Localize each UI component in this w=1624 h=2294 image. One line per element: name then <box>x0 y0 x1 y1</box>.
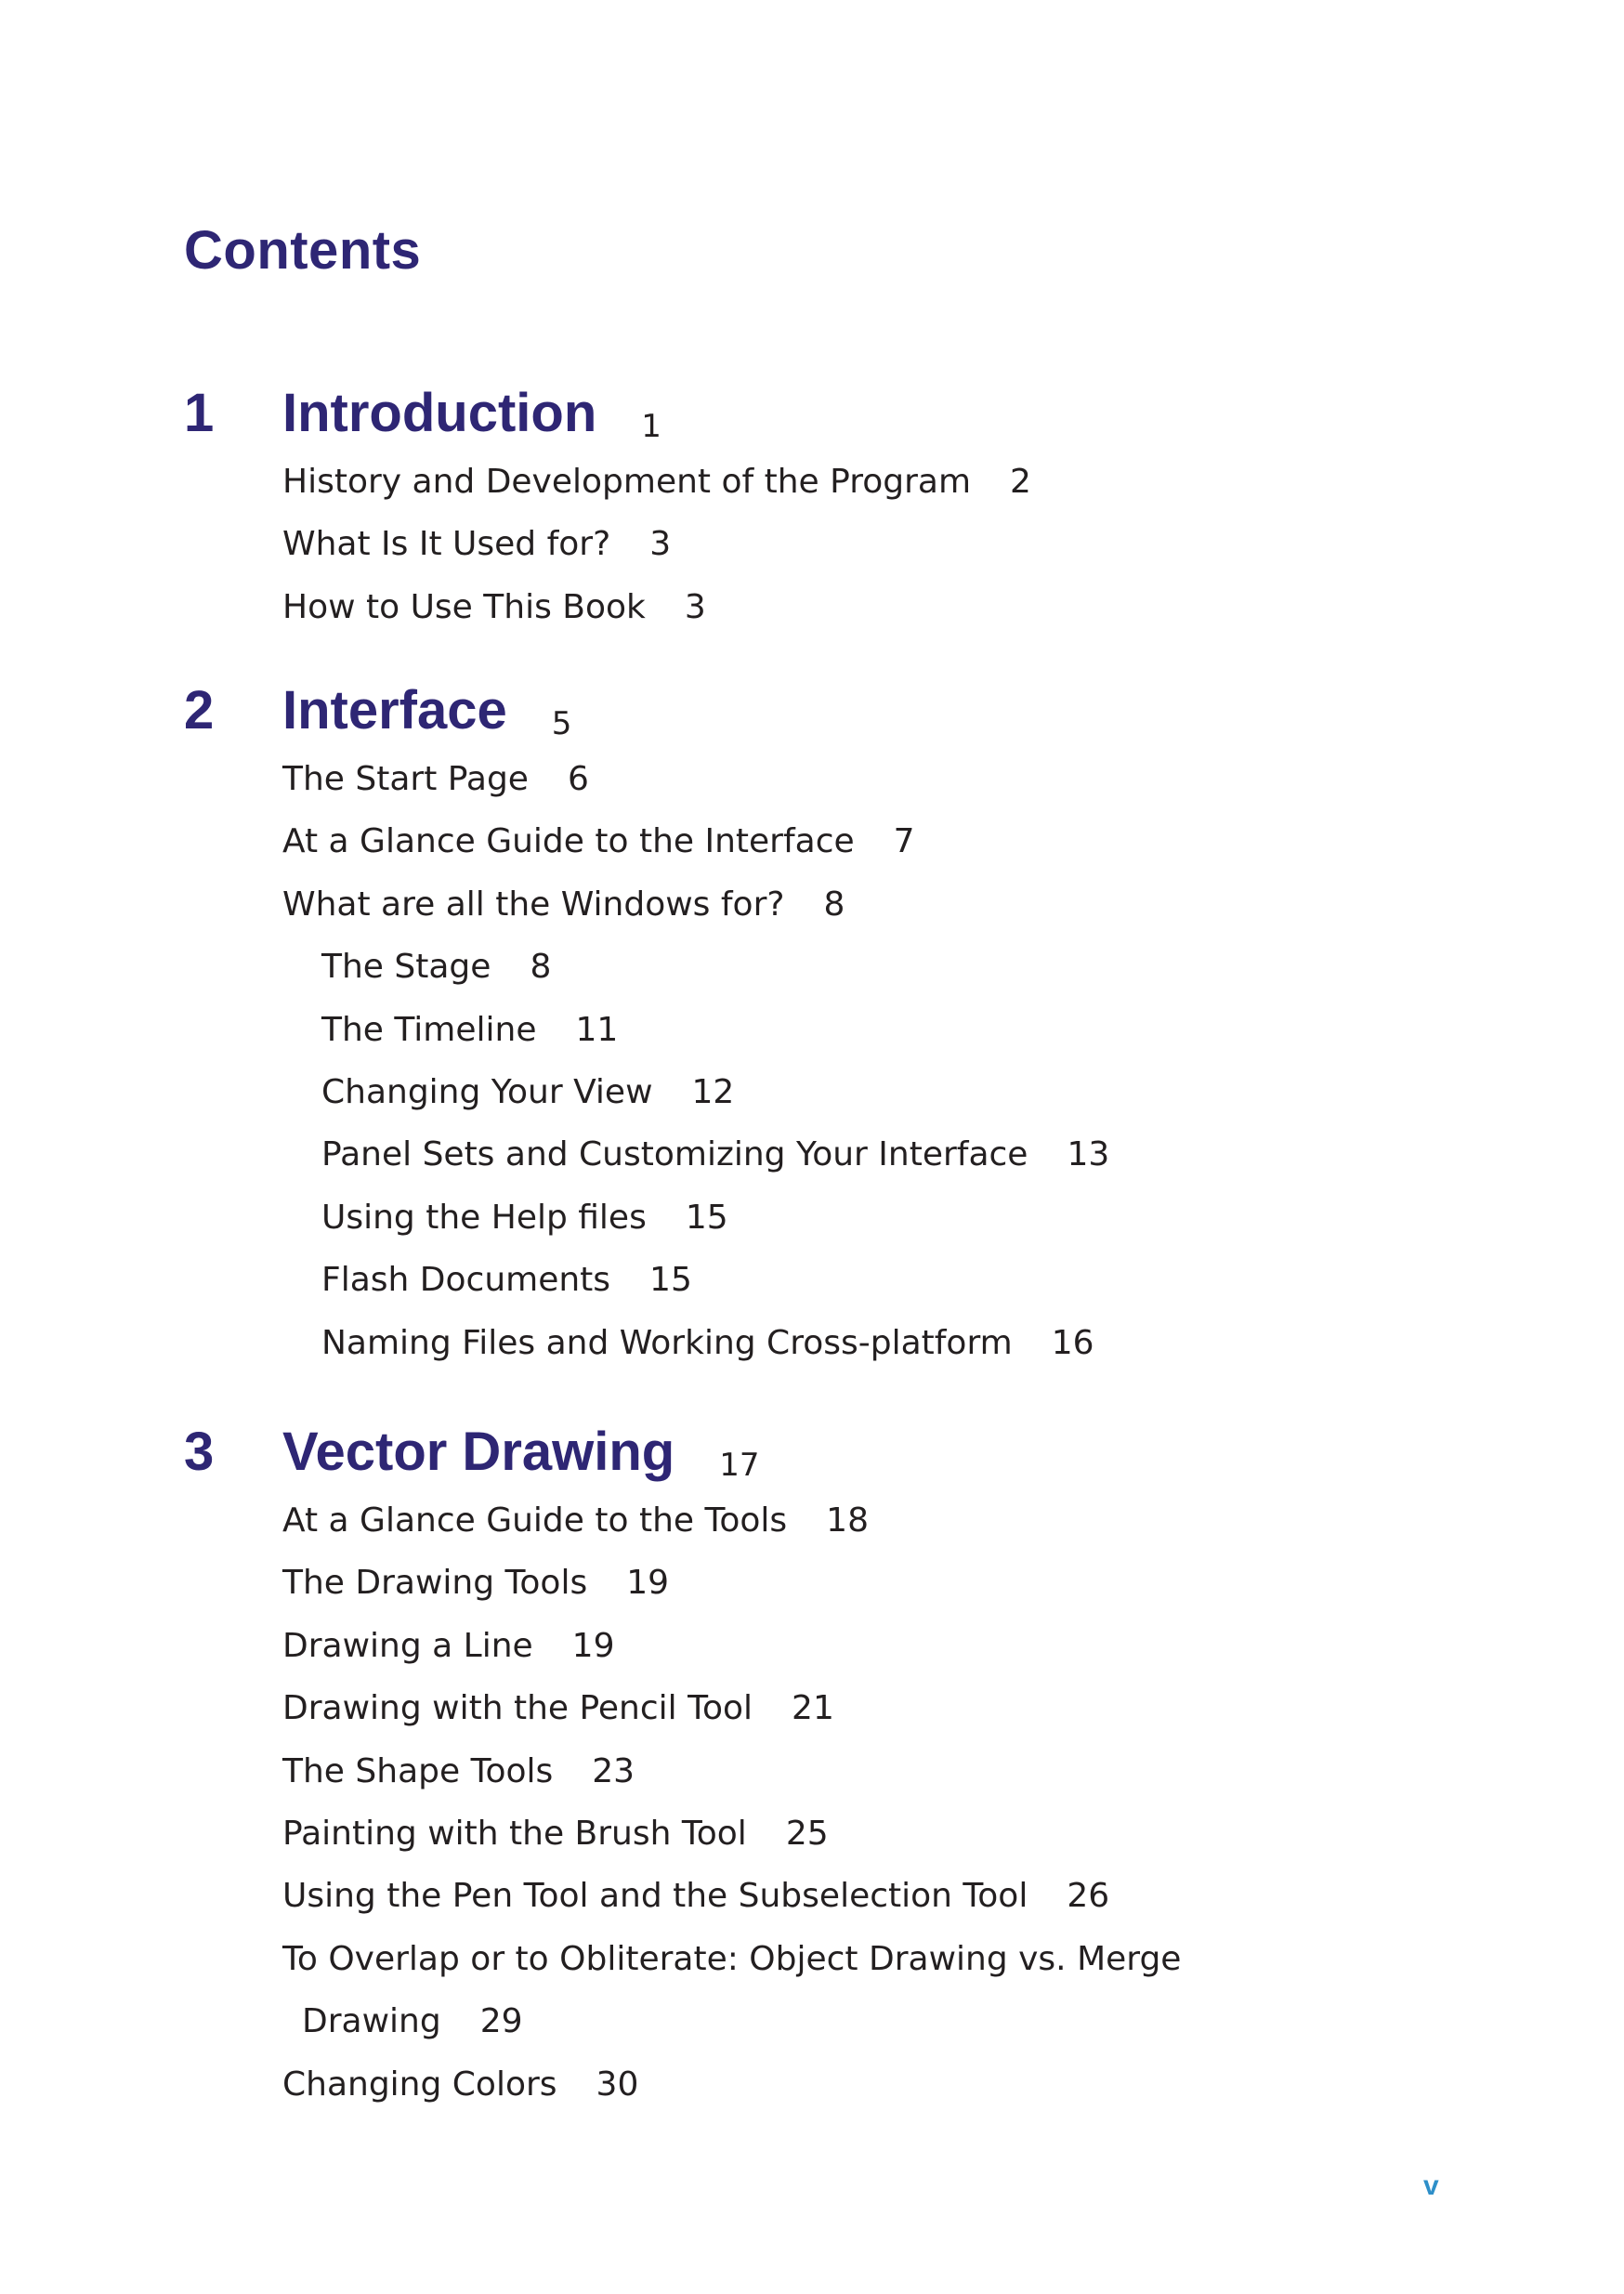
chapter-number: 2 <box>184 680 215 741</box>
entry-page-number: 12 <box>691 1072 735 1111</box>
page-folio: v <box>1423 2170 1439 2201</box>
toc-subentry[interactable] <box>0 1186 1624 1249</box>
toc-entry[interactable] <box>0 1489 1624 1552</box>
entry-label: Painting with the Brush Tool <box>282 1814 747 1853</box>
chapter-title-link[interactable] <box>282 674 571 755</box>
toc-entry[interactable] <box>0 2053 1624 2116</box>
toc-entry[interactable] <box>0 1865 1624 1927</box>
chapter-title: Introduction <box>282 383 597 443</box>
entry-page-number: 13 <box>1067 1135 1110 1174</box>
toc-subentry[interactable] <box>0 1312 1624 1374</box>
toc-entry[interactable] <box>0 1552 1624 1614</box>
chapter-number: 3 <box>184 1422 215 1482</box>
entry-page-number: 8 <box>530 948 552 987</box>
entry-page-number: 15 <box>685 1198 728 1237</box>
entry-label: Naming Files and Working Cross-platform <box>321 1323 1013 1362</box>
entry-label: Drawing <box>302 2002 441 2041</box>
toc-subentry[interactable] <box>0 1249 1624 1311</box>
toc-entry[interactable] <box>0 1615 1624 1677</box>
chapter-title-link[interactable] <box>282 376 661 458</box>
toc-entry-wrapped-line2[interactable] <box>0 1990 1624 2052</box>
entry-page-number: 3 <box>684 587 706 626</box>
section-list <box>0 1489 1624 2116</box>
entry-page-number: 16 <box>1051 1323 1094 1362</box>
toc-entry[interactable] <box>0 873 1624 936</box>
entry-label: What are all the Windows for? <box>282 885 785 924</box>
entry-label: The Timeline <box>321 1010 537 1049</box>
toc-entry[interactable] <box>0 451 1624 513</box>
entry-page-number: 8 <box>823 885 845 924</box>
toc-entry[interactable] <box>0 810 1624 872</box>
entry-page-number: 21 <box>792 1689 834 1728</box>
toc-subentry[interactable] <box>0 1061 1624 1123</box>
section-list <box>0 748 1624 1374</box>
chapter-3 <box>0 1415 1624 2116</box>
entry-label: The Shape Tools <box>282 1751 554 1790</box>
entry-page-number: 19 <box>571 1626 615 1665</box>
entry-page-number: 19 <box>626 1564 670 1603</box>
chapter-1 <box>0 376 1624 638</box>
entry-label: The Drawing Tools <box>282 1564 588 1603</box>
entry-label: The Start Page <box>282 760 529 798</box>
entry-page-number: 3 <box>649 525 672 564</box>
chapter-heading <box>0 674 1624 748</box>
entry-page-number: 26 <box>1067 1877 1110 1916</box>
entry-page-number: 2 <box>1010 463 1031 501</box>
chapter-page-number: 1 <box>641 408 661 445</box>
entry-label: At a Glance Guide to the Interface <box>282 822 855 861</box>
entry-page-number: 23 <box>592 1751 635 1790</box>
toc-entry[interactable] <box>0 1802 1624 1865</box>
toc-entry[interactable] <box>0 513 1624 575</box>
entry-label: The Stage <box>321 948 491 987</box>
entry-label: Panel Sets and Customizing Your Interface <box>321 1135 1028 1174</box>
chapter-title: Vector Drawing <box>282 1422 675 1482</box>
toc-subentry[interactable] <box>0 999 1624 1061</box>
toc-entry-wrapped-line1[interactable] <box>0 1928 1624 1990</box>
entry-page-number: 11 <box>575 1010 619 1049</box>
toc-subentry[interactable] <box>0 936 1624 998</box>
entry-page-number: 18 <box>826 1501 869 1540</box>
page-title: Contents <box>184 220 422 281</box>
entry-label: Changing Your View <box>321 1072 653 1111</box>
entry-label: Drawing with the Pencil Tool <box>282 1689 753 1728</box>
entry-label: Changing Colors <box>282 2065 557 2104</box>
toc-subentry[interactable] <box>0 1123 1624 1186</box>
entry-label: Using the Pen Tool and the Subselection Tool <box>282 1877 1028 1916</box>
entry-page-number: 6 <box>567 760 589 798</box>
entry-page-number: 30 <box>596 2065 639 2104</box>
chapter-heading <box>0 1415 1624 1489</box>
entry-label: Flash Documents <box>321 1261 611 1300</box>
entry-label: History and Development of the Program <box>282 463 972 501</box>
entry-page-number: 29 <box>479 2002 523 2041</box>
entry-page-number: 7 <box>893 822 915 861</box>
chapter-page-number: 5 <box>551 705 572 742</box>
chapter-number: 1 <box>184 383 215 443</box>
entry-label: Drawing a Line <box>282 1626 533 1665</box>
entry-label: What Is It Used for? <box>282 525 611 564</box>
entry-label: To Overlap or to Obliterate: Object Drawing vs. Merge <box>282 1939 1182 1978</box>
section-list <box>0 451 1624 638</box>
toc-entry[interactable] <box>0 576 1624 638</box>
entry-label: Using the Help files <box>321 1198 647 1237</box>
toc-entry[interactable] <box>0 1740 1624 1802</box>
toc-entry[interactable] <box>0 1677 1624 1739</box>
chapter-page-number: 17 <box>719 1447 760 1484</box>
chapter-2 <box>0 674 1624 1374</box>
entry-page-number: 25 <box>785 1814 829 1853</box>
chapter-heading <box>0 376 1624 451</box>
chapter-title-link[interactable] <box>282 1415 760 1497</box>
chapter-title: Interface <box>282 680 507 741</box>
entry-label: At a Glance Guide to the Tools <box>282 1501 788 1540</box>
toc-entry[interactable] <box>0 748 1624 810</box>
entry-page-number: 15 <box>649 1261 692 1300</box>
entry-label: How to Use This Book <box>282 587 646 626</box>
